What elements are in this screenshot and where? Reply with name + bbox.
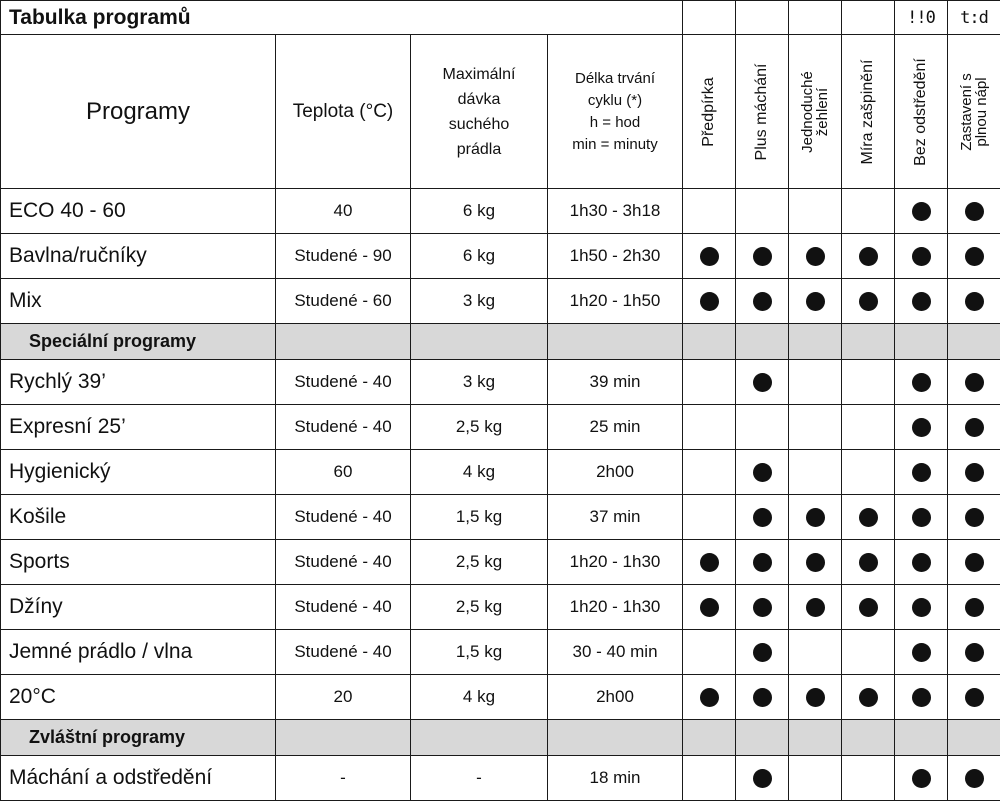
option-cell [683, 279, 736, 324]
option-available-dot-icon [965, 508, 984, 527]
header-duration [548, 35, 683, 189]
header-option [895, 35, 948, 189]
time-display-icon: t:d [948, 1, 1000, 35]
empty-header-cell [842, 1, 895, 35]
option-cell [948, 189, 1000, 234]
header-program: Programy [1, 35, 276, 189]
program-temperature: 60 [276, 450, 411, 495]
program-name: Máchání a odstředění [1, 756, 276, 801]
program-duration: 1h50 - 2h30 [548, 234, 683, 279]
program-temperature: Studené - 40 [276, 495, 411, 540]
section-empty-cell [683, 720, 736, 756]
option-cell [948, 585, 1000, 630]
option-cell [736, 450, 789, 495]
program-name: Bavlna/ručníky [1, 234, 276, 279]
program-temperature: Studené - 40 [276, 360, 411, 405]
option-cell [842, 756, 895, 801]
table-row [1, 675, 1000, 720]
option-cell [842, 495, 895, 540]
section-empty-cell [411, 324, 548, 360]
option-available-dot-icon [806, 688, 825, 707]
option-available-dot-icon [965, 247, 984, 266]
option-available-dot-icon [965, 598, 984, 617]
option-cell [842, 540, 895, 585]
option-available-dot-icon [753, 463, 772, 482]
program-temperature: 20 [276, 675, 411, 720]
program-duration: 30 - 40 min [548, 630, 683, 675]
program-name: Jemné prádlo / vlna [1, 630, 276, 675]
option-available-dot-icon [965, 292, 984, 311]
header-option-line: plnou nápl [973, 76, 991, 147]
program-name: Mix [1, 279, 276, 324]
program-duration: 2h00 [548, 450, 683, 495]
option-cell [895, 630, 948, 675]
program-temperature: 40 [276, 189, 411, 234]
program-duration: 25 min [548, 405, 683, 450]
header-max-load [411, 35, 548, 189]
option-available-dot-icon [912, 292, 931, 311]
option-available-dot-icon [859, 247, 878, 266]
program-temperature: Studené - 40 [276, 585, 411, 630]
option-cell [895, 450, 948, 495]
option-cell [683, 540, 736, 585]
option-available-dot-icon [912, 769, 931, 788]
program-max-load: 2,5 kg [411, 585, 548, 630]
table-row [1, 540, 1000, 585]
section-empty-cell [548, 324, 683, 360]
option-cell [948, 405, 1000, 450]
option-available-dot-icon [912, 247, 931, 266]
option-cell [789, 234, 842, 279]
section-label: Zvláštní programy [1, 720, 276, 756]
header-temperature: Teplota (°C) [276, 35, 411, 189]
option-cell [789, 675, 842, 720]
option-cell [683, 189, 736, 234]
option-cell [895, 279, 948, 324]
option-cell [736, 675, 789, 720]
program-temperature: Studené - 60 [276, 279, 411, 324]
program-name: 20°C [1, 675, 276, 720]
option-cell [948, 234, 1000, 279]
program-duration: 18 min [548, 756, 683, 801]
option-available-dot-icon [753, 598, 772, 617]
option-cell [736, 495, 789, 540]
section-empty-cell [683, 324, 736, 360]
empty-header-cell [736, 1, 789, 35]
empty-header-cell [683, 1, 736, 35]
option-cell [683, 450, 736, 495]
option-cell [948, 360, 1000, 405]
header-duration-line: h = hod [589, 113, 641, 131]
option-available-dot-icon [965, 202, 984, 221]
program-temperature: Studené - 40 [276, 630, 411, 675]
program-max-load: 1,5 kg [411, 630, 548, 675]
section-empty-cell [895, 324, 948, 360]
option-cell [895, 585, 948, 630]
header-max-load-line: suchého [448, 115, 510, 133]
option-available-dot-icon [753, 688, 772, 707]
header-max-load-line: prádla [456, 140, 502, 158]
section-label: Speciální programy [1, 324, 276, 360]
spin-display-icon: !!0 [895, 1, 948, 35]
header-option-line: Jednoduché [799, 70, 817, 153]
option-available-dot-icon [700, 247, 719, 266]
option-cell [948, 450, 1000, 495]
table-row [1, 756, 1000, 801]
option-available-dot-icon [806, 292, 825, 311]
option-cell [789, 585, 842, 630]
option-available-dot-icon [912, 418, 931, 437]
option-available-dot-icon [965, 418, 984, 437]
option-available-dot-icon [806, 553, 825, 572]
section-empty-cell [276, 324, 411, 360]
option-available-dot-icon [965, 643, 984, 662]
option-cell [789, 360, 842, 405]
option-cell [736, 405, 789, 450]
option-available-dot-icon [912, 553, 931, 572]
program-max-load: 6 kg [411, 189, 548, 234]
header-option-line: žehlení [814, 87, 832, 136]
option-cell [789, 450, 842, 495]
option-cell [736, 279, 789, 324]
option-cell [683, 360, 736, 405]
option-available-dot-icon [965, 373, 984, 392]
program-max-load: 2,5 kg [411, 540, 548, 585]
option-cell [683, 630, 736, 675]
option-cell [789, 279, 842, 324]
option-cell [736, 630, 789, 675]
option-available-dot-icon [912, 688, 931, 707]
program-max-load: 2,5 kg [411, 405, 548, 450]
option-available-dot-icon [965, 688, 984, 707]
option-cell [842, 405, 895, 450]
option-available-dot-icon [753, 643, 772, 662]
option-cell [842, 450, 895, 495]
header-option-line: Zastavení s [958, 72, 976, 151]
header-option-line: Předpírka [700, 76, 718, 147]
header-max-load-line: Maximální [442, 65, 516, 83]
section-empty-cell [736, 324, 789, 360]
option-available-dot-icon [859, 553, 878, 572]
program-name: Košile [1, 495, 276, 540]
option-cell [842, 189, 895, 234]
option-cell [842, 675, 895, 720]
option-available-dot-icon [700, 292, 719, 311]
program-duration: 1h20 - 1h50 [548, 279, 683, 324]
program-max-load: 3 kg [411, 279, 548, 324]
option-available-dot-icon [806, 247, 825, 266]
program-max-load: 3 kg [411, 360, 548, 405]
option-cell [948, 540, 1000, 585]
option-cell [895, 495, 948, 540]
option-available-dot-icon [700, 688, 719, 707]
option-cell [683, 234, 736, 279]
option-available-dot-icon [912, 598, 931, 617]
program-duration: 1h20 - 1h30 [548, 585, 683, 630]
option-available-dot-icon [753, 292, 772, 311]
option-available-dot-icon [753, 247, 772, 266]
option-available-dot-icon [912, 202, 931, 221]
program-max-load: 4 kg [411, 675, 548, 720]
program-duration: 1h20 - 1h30 [548, 540, 683, 585]
option-cell [948, 279, 1000, 324]
section-row [1, 324, 1000, 360]
option-available-dot-icon [965, 769, 984, 788]
option-available-dot-icon [859, 508, 878, 527]
option-available-dot-icon [965, 463, 984, 482]
header-option [736, 35, 789, 189]
option-available-dot-icon [859, 598, 878, 617]
header-duration-line: min = minuty [572, 135, 658, 153]
section-empty-cell [842, 720, 895, 756]
table-row [1, 360, 1000, 405]
option-cell [683, 675, 736, 720]
option-cell [736, 540, 789, 585]
option-cell [683, 405, 736, 450]
program-duration: 2h00 [548, 675, 683, 720]
option-cell [895, 405, 948, 450]
program-max-load: 6 kg [411, 234, 548, 279]
section-empty-cell [948, 324, 1000, 360]
table-title: Tabulka programů [1, 1, 683, 35]
option-cell [842, 630, 895, 675]
program-temperature: Studené - 90 [276, 234, 411, 279]
table-row [1, 279, 1000, 324]
option-cell [842, 360, 895, 405]
option-cell [948, 495, 1000, 540]
option-cell [895, 360, 948, 405]
option-cell [895, 189, 948, 234]
table-row [1, 234, 1000, 279]
option-available-dot-icon [912, 508, 931, 527]
option-cell [789, 630, 842, 675]
section-empty-cell [736, 720, 789, 756]
header-duration-line: cyklu (*) [587, 91, 643, 109]
program-name: Džíny [1, 585, 276, 630]
table-row [1, 495, 1000, 540]
section-empty-cell [895, 720, 948, 756]
option-available-dot-icon [912, 643, 931, 662]
header-duration-line: Délka trvání [574, 69, 656, 87]
option-cell [789, 756, 842, 801]
section-empty-cell [948, 720, 1000, 756]
option-cell [683, 756, 736, 801]
program-duration: 1h30 - 3h18 [548, 189, 683, 234]
section-empty-cell [789, 324, 842, 360]
table-row [1, 585, 1000, 630]
option-cell [895, 540, 948, 585]
option-cell [736, 234, 789, 279]
option-cell [948, 630, 1000, 675]
section-empty-cell [789, 720, 842, 756]
program-temperature: - [276, 756, 411, 801]
section-empty-cell [548, 720, 683, 756]
section-row [1, 720, 1000, 756]
option-cell [789, 540, 842, 585]
program-duration: 37 min [548, 495, 683, 540]
section-empty-cell [842, 324, 895, 360]
program-name: Expresní 25’ [1, 405, 276, 450]
option-cell [842, 279, 895, 324]
option-cell [736, 756, 789, 801]
option-cell [842, 234, 895, 279]
option-available-dot-icon [753, 769, 772, 788]
program-max-load: 1,5 kg [411, 495, 548, 540]
option-cell [736, 360, 789, 405]
option-cell [789, 495, 842, 540]
option-cell [895, 675, 948, 720]
program-temperature: Studené - 40 [276, 540, 411, 585]
table-row [1, 450, 1000, 495]
program-temperature: Studené - 40 [276, 405, 411, 450]
program-name: Hygienický [1, 450, 276, 495]
option-cell [736, 585, 789, 630]
option-cell [842, 585, 895, 630]
header-option-line: Míra zašpinění [859, 59, 877, 164]
section-empty-cell [411, 720, 548, 756]
header-option [948, 35, 1000, 189]
table-row [1, 630, 1000, 675]
option-cell [789, 189, 842, 234]
option-available-dot-icon [912, 463, 931, 482]
empty-header-cell [789, 1, 842, 35]
option-available-dot-icon [806, 508, 825, 527]
option-available-dot-icon [965, 553, 984, 572]
program-name: ECO 40 - 60 [1, 189, 276, 234]
option-cell [683, 495, 736, 540]
option-cell [789, 405, 842, 450]
section-empty-cell [276, 720, 411, 756]
table-row [1, 189, 1000, 234]
program-name: Sports [1, 540, 276, 585]
option-available-dot-icon [700, 553, 719, 572]
table-row [1, 405, 1000, 450]
option-cell [736, 189, 789, 234]
program-name: Rychlý 39’ [1, 360, 276, 405]
program-max-load: 4 kg [411, 450, 548, 495]
option-available-dot-icon [859, 292, 878, 311]
program-duration: 39 min [548, 360, 683, 405]
option-cell [683, 585, 736, 630]
header-option [842, 35, 895, 189]
header-option [789, 35, 842, 189]
option-cell [895, 756, 948, 801]
option-cell [948, 675, 1000, 720]
option-available-dot-icon [753, 553, 772, 572]
header-option-line: Plus máchání [753, 63, 771, 160]
program-max-load: - [411, 756, 548, 801]
header-option [683, 35, 736, 189]
option-available-dot-icon [700, 598, 719, 617]
option-available-dot-icon [806, 598, 825, 617]
header-option-line: Bez odstředění [912, 57, 930, 166]
option-available-dot-icon [912, 373, 931, 392]
option-available-dot-icon [753, 508, 772, 527]
option-available-dot-icon [859, 688, 878, 707]
header-max-load-line: dávka [457, 90, 501, 108]
option-cell [895, 234, 948, 279]
option-available-dot-icon [753, 373, 772, 392]
option-cell [948, 756, 1000, 801]
